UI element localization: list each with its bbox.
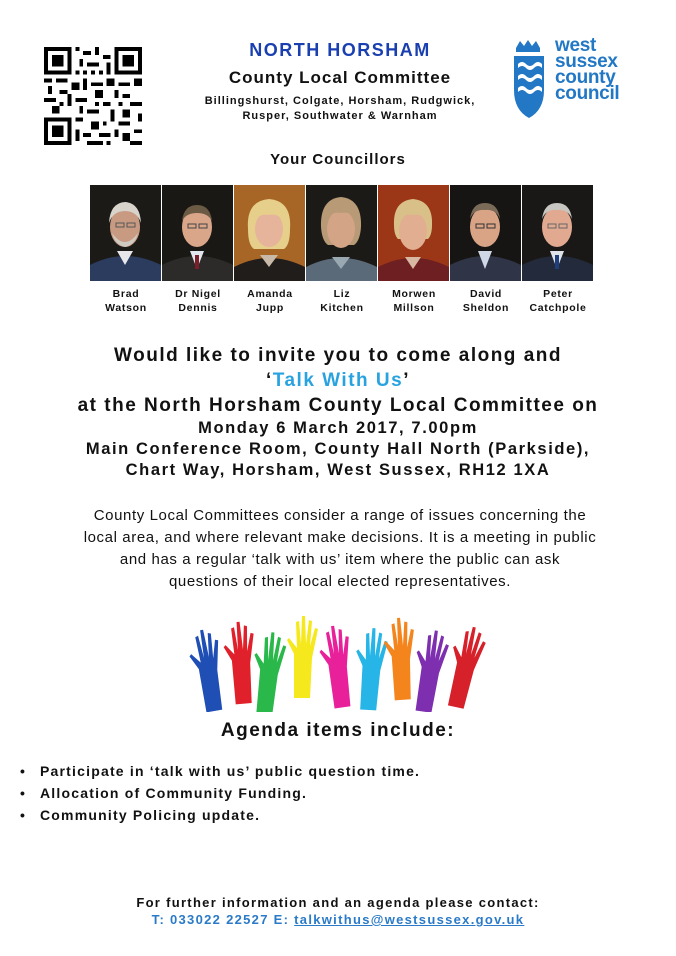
invite-line-2: ‘Talk With Us’ [266,370,410,391]
invite-line-3: at the North Horsham County Local Committee on [77,395,599,416]
bullet-icon: • [20,807,27,823]
councillor-photo-nigel-dennis [162,185,233,281]
councillor-name: Peter Catchpole [529,288,587,314]
councillor-photo-liz-kitchen [306,185,377,281]
meeting-date: Monday 6 March 2017, 7.00pm [198,419,478,437]
council-logo-text: west sussex county council [555,35,620,104]
contact-heading: For further information and an agenda please contact: [136,895,540,910]
areas-line-1: Billingshurst, Colgate, Horsham, Rudgwick, [204,95,476,107]
councillor-photo-amanda-jupp [234,185,305,281]
councillor-photo-david-sheldon [450,185,521,281]
contact-phone: T: 033022 22527 E: [151,912,295,927]
description-paragraph: County Local Committees consider a range of issues concerning the local area, and where relevant make decisions. It is a meeting in public and has a regular ‘talk with us’ item where the public can ask questions of their local elected representatives. [83,507,597,590]
councillor-photo-brad-watson [90,185,161,281]
councillor-names [90,287,594,315]
councillor-name: Dr Nigel Dennis [175,288,221,314]
meeting-venue: Main Conference Room, County Hall North (Parkside), [85,440,591,458]
agenda-heading: Agenda items include: [220,720,456,741]
contact-details [0,912,676,927]
list-item: • Participate in ‘talk with us’ public question time. [20,760,420,782]
bullet-icon: • [20,785,27,801]
invitation [0,343,676,481]
list-item: • Allocation of Community Funding. [20,782,420,804]
page-title: NORTH HORSHAM [249,40,431,60]
councillors-heading: Your Councillors [270,151,406,168]
councillor-name: Liz Kitchen [320,288,364,314]
councillor-name: Amanda Jupp [247,288,293,314]
committee-name: County Local Committee [228,68,452,87]
list-item: • Community Policing update. [20,804,420,826]
areas-line-2: Rusper, Southwater & Warnham [242,110,438,122]
councillor-name: Brad Watson [105,288,147,314]
councillor-photos [90,185,594,281]
header [160,40,520,124]
invite-line-1: Would like to invite you to come along and [114,345,562,366]
raised-hands-illustration [176,604,496,712]
bullet-icon: • [20,763,27,779]
agenda-list [20,760,420,826]
councillor-name: David Sheldon [462,288,510,314]
councillor-photo-morwen-millson [378,185,449,281]
contact-email-link[interactable]: talkwithus@westsussex.gov.uk [294,912,525,927]
talk-with-us-highlight: Talk With Us [272,370,404,391]
qr-code [44,42,142,150]
meeting-address: Chart Way, Horsham, West Sussex, RH12 1XA [125,461,551,479]
contact-footer [0,895,676,927]
councillor-name: Morwen Millson [392,288,436,314]
councillor-photo-peter-catchpole [522,185,593,281]
areas-list [160,94,520,124]
